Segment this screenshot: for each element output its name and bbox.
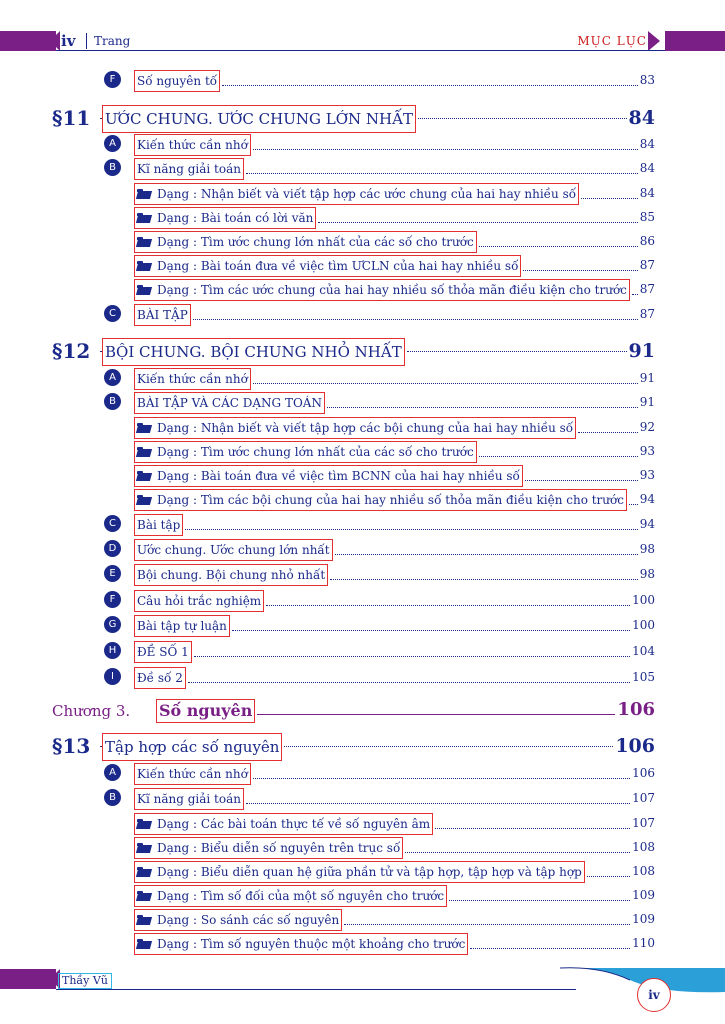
toc-item-badge: F — [104, 591, 121, 608]
toc-dot-leader — [578, 432, 638, 433]
toc-page-number: 108 — [632, 840, 655, 854]
folder-open-icon — [137, 285, 151, 295]
folder-open-icon — [137, 915, 151, 925]
toc-page-number: 100 — [632, 593, 655, 607]
folder-open-icon — [137, 447, 151, 457]
toc-entry-label[interactable]: Bội chung. Bội chung nhỏ nhất — [134, 564, 328, 586]
toc-entry-label[interactable] — [134, 837, 403, 859]
toc-page-number: 93 — [639, 468, 655, 482]
toc-entry-label[interactable]: Đề số 2 — [134, 667, 186, 689]
toc-chapter-row[interactable] — [0, 696, 725, 726]
toc-entry-label[interactable]: Kĩ năng giải toán — [134, 788, 244, 810]
folder-open-icon — [137, 237, 151, 247]
toc-subitem-text: Dạng : Tìm các ước chung của hai hay nhiều số thỏa mãn điều kiện cho trước — [157, 283, 627, 297]
toc-page-number: 109 — [632, 912, 655, 926]
folder-open-icon — [137, 471, 151, 481]
folder-open-icon — [137, 819, 151, 829]
toc-page-number: 91 — [639, 395, 655, 409]
header-right-arrow — [648, 31, 660, 51]
toc-page-number: 109 — [632, 888, 655, 902]
toc-page-number: 86 — [639, 234, 655, 248]
toc-subitem-text: Dạng : Bài toán có lời văn — [157, 211, 314, 225]
toc-entry-label[interactable] — [134, 279, 630, 301]
toc-entry-label[interactable] — [134, 255, 521, 277]
toc-dot-leader — [344, 924, 630, 925]
toc-subitem-row[interactable] — [0, 464, 725, 486]
header-left-arrow — [50, 31, 60, 51]
toc-entry-label[interactable]: Kiến thức cần nhớ — [134, 368, 251, 390]
toc-subitem-row[interactable] — [0, 488, 725, 510]
toc-item-badge: D — [104, 540, 121, 557]
toc-item-row[interactable] — [0, 614, 725, 636]
toc-entry-label[interactable]: ƯỚC CHUNG. ƯỚC CHUNG LỚN NHẤT — [102, 105, 416, 133]
toc-item-row[interactable] — [0, 666, 725, 688]
folder-open-icon — [137, 891, 151, 901]
toc-dot-leader — [407, 351, 627, 352]
toc-entry-label[interactable] — [134, 813, 433, 835]
header-separator — [86, 33, 87, 49]
toc-subitem-row[interactable] — [0, 254, 725, 276]
toc-page-number: 106 — [617, 699, 655, 720]
toc-dot-leader — [284, 746, 613, 747]
toc-dot-leader — [253, 149, 638, 150]
toc-item-badge: E — [104, 565, 121, 582]
header-title: MỤC LỤC — [577, 34, 647, 48]
toc-subitem-text: Dạng : Bài toán đưa về việc tìm BCNN của hai hay nhiều số — [157, 469, 520, 483]
toc-section-number: §11 — [52, 106, 91, 130]
folder-open-icon — [137, 843, 151, 853]
toc-dot-leader — [266, 605, 630, 606]
toc-dot-leader — [185, 529, 637, 530]
toc-page-number: 91 — [628, 340, 655, 362]
header-left-band — [0, 31, 56, 51]
toc-page-number: 106 — [632, 766, 655, 780]
toc-entry-label[interactable]: BÀI TẬP — [134, 304, 191, 326]
toc-item-badge: C — [104, 515, 121, 532]
toc-page-number: 93 — [639, 444, 655, 458]
toc-page-number: 98 — [639, 567, 655, 581]
toc-item-row[interactable] — [0, 133, 725, 155]
toc-item-badge: F — [104, 71, 121, 88]
toc-dot-leader — [246, 803, 630, 804]
toc-entry-label[interactable] — [134, 441, 477, 463]
toc-item-row[interactable] — [0, 787, 725, 809]
toc-subitem-row[interactable] — [0, 932, 725, 954]
toc-entry-label[interactable]: BÀI TẬP VÀ CÁC DẠNG TOÁN — [134, 392, 325, 414]
toc-chapter-rule — [257, 714, 615, 715]
toc-subitem-row[interactable] — [0, 182, 725, 204]
toc-dot-leader — [629, 504, 638, 505]
toc-subitem-text: Dạng : Tìm số đối của một số nguyên cho trước — [157, 889, 445, 903]
folder-open-icon — [137, 213, 151, 223]
toc-entry-label[interactable] — [134, 861, 585, 883]
footer-left-band — [0, 969, 56, 989]
toc-entry-label[interactable]: Kiến thức cần nhớ — [134, 763, 251, 785]
toc-subitem-text: Dạng : Nhận biết và viết tập hợp các ước chung của hai hay nhiều số — [157, 187, 577, 201]
toc-dot-leader — [479, 456, 638, 457]
toc-page-number: 87 — [639, 307, 655, 321]
toc-entry-label[interactable]: Câu hỏi trắc nghiệm — [134, 590, 264, 612]
toc-page-number: 106 — [615, 735, 655, 757]
toc-item-row[interactable] — [0, 303, 725, 325]
toc-page-number: 87 — [639, 282, 655, 296]
toc-dot-leader — [479, 246, 638, 247]
toc-page-number: 87 — [639, 258, 655, 272]
toc-entry-label[interactable]: Kĩ năng giải toán — [134, 158, 244, 180]
toc-subitem-text: Dạng : Biểu diễn quan hệ giữa phần tử và tập hợp, tập hợp và tập hợp — [157, 865, 582, 879]
toc-item-row[interactable] — [0, 538, 725, 560]
header-rule — [56, 50, 665, 51]
toc-subitem-text: Dạng : Bài toán đưa về việc tìm ƯCLN của hai hay nhiều số — [157, 259, 519, 273]
toc-subitem-row[interactable] — [0, 836, 725, 858]
toc-page-number: 85 — [639, 210, 655, 224]
footer-rule — [56, 989, 576, 990]
toc-item-badge: B — [104, 393, 121, 410]
header-trang-label: Trang — [94, 34, 131, 48]
toc-entry-label[interactable]: Số nguyên — [156, 699, 255, 723]
toc-item-row[interactable] — [0, 391, 725, 413]
toc-dot-leader — [327, 407, 638, 408]
toc-dot-leader — [523, 270, 637, 271]
toc-subitem-row[interactable] — [0, 278, 725, 300]
toc-page-number: 84 — [628, 107, 655, 129]
toc-item-row[interactable] — [0, 69, 725, 91]
toc-dot-leader — [335, 554, 638, 555]
toc-subitem-text: Dạng : Tìm các bội chung của hai hay nhiều số thỏa mãn điều kiện cho trước — [157, 493, 624, 507]
toc-subitem-text: Dạng : Tìm số nguyên thuộc một khoảng cho trước — [157, 937, 466, 951]
toc-item-row[interactable] — [0, 640, 725, 662]
toc-entry-label[interactable]: Ước chung. Ước chung lớn nhất — [134, 539, 333, 561]
toc-page-number: 110 — [632, 936, 655, 950]
toc-subitem-row[interactable] — [0, 908, 725, 930]
toc-entry-label[interactable] — [134, 465, 523, 487]
toc-item-badge: C — [104, 305, 121, 322]
toc-page-number: 108 — [632, 864, 655, 878]
toc-entry-label[interactable]: Kiến thức cần nhớ — [134, 134, 251, 156]
toc-page-number: 100 — [632, 618, 655, 632]
toc-dot-leader — [246, 173, 638, 174]
toc-subitem-text: Dạng : Nhận biết và viết tập hợp các bội chung của hai hay nhiều số — [157, 421, 574, 435]
toc-page-number: 107 — [632, 816, 655, 830]
toc-entry-label[interactable]: Bài tập tự luận — [134, 615, 230, 637]
toc-dot-leader — [188, 682, 630, 683]
toc-entry-label[interactable] — [134, 417, 576, 439]
toc-subitem-row[interactable] — [0, 206, 725, 228]
toc-dot-leader — [253, 778, 630, 779]
header-page-number: iv — [61, 32, 76, 50]
toc-dot-leader — [232, 630, 630, 631]
toc-page-number: 107 — [632, 791, 655, 805]
toc-item-badge: H — [104, 642, 121, 659]
toc-dot-leader — [330, 579, 638, 580]
toc-item-badge: I — [104, 668, 121, 685]
toc-item-badge: A — [104, 369, 121, 386]
toc-entry-label[interactable]: BỘI CHUNG. BỘI CHUNG NHỎ NHẤT — [102, 338, 405, 366]
toc-entry-label[interactable] — [134, 231, 477, 253]
toc-subitem-row[interactable] — [0, 812, 725, 834]
header-right-band — [665, 31, 725, 51]
toc-item-row[interactable] — [0, 513, 725, 535]
toc-page-number: 91 — [639, 371, 655, 385]
toc-page-number: 98 — [639, 542, 655, 556]
footer-page-number: iv — [637, 978, 671, 1012]
toc-page-number: 84 — [639, 161, 655, 175]
toc-item-row[interactable] — [0, 589, 725, 611]
toc-subitem-text: Dạng : So sánh các số nguyên — [157, 913, 340, 927]
toc-dot-leader — [222, 85, 638, 86]
folder-open-icon — [137, 261, 151, 271]
toc-entry-label[interactable] — [134, 909, 342, 931]
toc-page-number: 84 — [639, 186, 655, 200]
toc-dot-leader — [405, 852, 630, 853]
toc-item-row[interactable] — [0, 563, 725, 585]
toc-page-number: 104 — [632, 644, 655, 658]
toc-dot-leader — [253, 383, 638, 384]
toc-entry-label[interactable]: Tập hợp các số nguyên — [102, 733, 282, 761]
toc-subitem-row[interactable] — [0, 884, 725, 906]
toc-subitem-row[interactable] — [0, 860, 725, 882]
toc-section-row[interactable] — [0, 103, 725, 133]
toc-item-badge: B — [104, 159, 121, 176]
toc-section-number: §12 — [52, 339, 91, 363]
toc-subitem-row[interactable] — [0, 440, 725, 462]
toc-page-number: 83 — [639, 73, 655, 87]
toc-entry-label[interactable] — [134, 489, 627, 511]
folder-open-icon — [137, 495, 151, 505]
toc-item-badge: G — [104, 616, 121, 633]
toc-entry-label[interactable] — [134, 933, 468, 955]
toc-subitem-row[interactable] — [0, 230, 725, 252]
toc-entry-label[interactable] — [134, 183, 579, 205]
toc-dot-leader — [470, 948, 630, 949]
toc-entry-label[interactable]: Bài tập — [134, 514, 183, 536]
toc-subitem-text: Dạng : Tìm ước chung lớn nhất của các số cho trước — [157, 235, 474, 249]
toc-dot-leader — [632, 294, 638, 295]
toc-item-badge: A — [104, 764, 121, 781]
toc-dot-leader — [581, 198, 638, 199]
toc-item-row[interactable] — [0, 762, 725, 784]
toc-subitem-text: Dạng : Các bài toán thực tế về số nguyên âm — [157, 817, 431, 831]
folder-open-icon — [137, 423, 151, 433]
toc-dot-leader — [193, 319, 638, 320]
toc-subitem-text: Dạng : Tìm ước chung lớn nhất của các số cho trước — [157, 445, 474, 459]
toc-dot-leader — [194, 656, 630, 657]
folder-open-icon — [137, 189, 151, 199]
toc-page-number: 105 — [632, 670, 655, 684]
folder-open-icon — [137, 939, 151, 949]
toc-item-row[interactable] — [0, 157, 725, 179]
toc-chapter-name: Chương 3. — [52, 702, 131, 720]
toc-dot-leader — [525, 480, 638, 481]
footer-author: Thầy Vũ — [58, 973, 112, 989]
toc-page-number: 94 — [639, 517, 655, 531]
toc-item-badge: A — [104, 135, 121, 152]
toc-section-row[interactable] — [0, 336, 725, 366]
toc-entry-label[interactable] — [134, 207, 316, 229]
toc-page-number: 92 — [639, 420, 655, 434]
toc-subitem-text: Dạng : Biểu diễn số nguyên trên trục số — [157, 841, 401, 855]
toc-page-number: 84 — [639, 137, 655, 151]
toc-page-number: 94 — [639, 492, 655, 506]
toc-dot-leader — [418, 118, 627, 119]
toc-dot-leader — [435, 828, 630, 829]
toc-entry-label[interactable] — [134, 885, 447, 907]
toc-subitem-row[interactable] — [0, 416, 725, 438]
toc-entry-label[interactable]: ĐỀ SỐ 1 — [134, 641, 192, 663]
toc-dot-leader — [449, 900, 630, 901]
toc-item-row[interactable] — [0, 367, 725, 389]
toc-section-number: §13 — [52, 734, 91, 758]
toc-dot-leader — [318, 222, 637, 223]
toc-entry-label[interactable]: Số nguyên tố — [134, 70, 220, 92]
toc-dot-leader — [587, 876, 630, 877]
toc-section-row[interactable] — [0, 731, 725, 761]
toc-item-badge: B — [104, 789, 121, 806]
folder-open-icon — [137, 867, 151, 877]
